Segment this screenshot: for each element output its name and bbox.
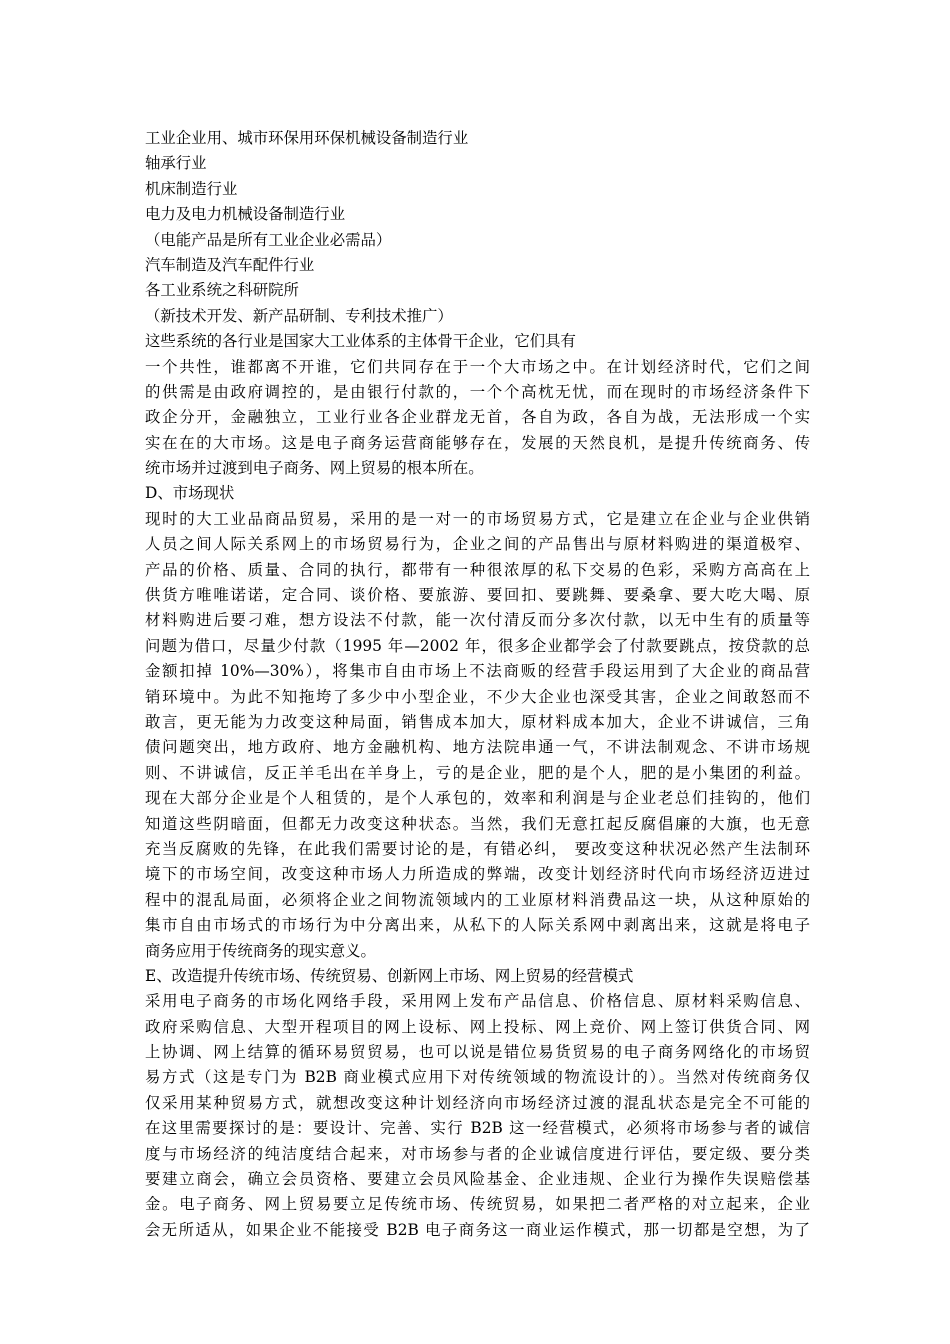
- text-line: 债问题突出，地方政府、地方金融机构、地方法院串通一气，不讲法制观念、不讲市场规: [145, 738, 810, 757]
- text-line: 轴承行业: [145, 154, 207, 173]
- text-line: 易方式（这是专门为 B2B 商业模式应用下对传统领域的物流设计的）。当然对传统商务仅: [145, 1068, 810, 1087]
- text-line: 上协调、网上结算的循环易贸贸易，也可以说是错位易货贸易的电子商务网络化的市场贸: [145, 1043, 810, 1062]
- text-line: 工业企业用、城市环保用环保机械设备制造行业: [145, 129, 469, 147]
- text-line: 供货方唯唯诺诺，定合同、谈价格、要旅游、要回扣、要跳舞、要桑拿、要大吃大喝、原: [145, 586, 810, 605]
- text-line: 敢言，更无能为力改变这种局面，销售成本加大，原材料成本加大，企业不讲诚信，三角: [145, 712, 810, 731]
- text-line: 这些系统的各行业是国家大工业体系的主体骨干企业，它们具有: [145, 332, 576, 351]
- text-line: 程中的混乱局面，必须将企业之间物流领域内的工业原材料消费品这一块，从这种原始的: [145, 890, 810, 909]
- text-line: 政府采购信息、大型开程项目的网上设标、网上投标、网上竞价、网上签订供货合同、网: [145, 1017, 810, 1036]
- text-line: 则、不讲诚信，反正羊毛出在羊身上，亏的是企业，肥的是个人，肥的是小集团的利益。: [145, 763, 810, 782]
- text-line: （电能产品是所有工业企业必需品）: [145, 230, 392, 249]
- text-line: 现时的大工业品商品贸易，采用的是一对一的市场贸易方式，它是建立在企业与企业供销: [145, 509, 810, 528]
- text-line: 电力及电力机械设备制造行业: [145, 205, 346, 224]
- text-line: 问题为借口，尽量少付款（1995 年—2002 年，很多企业都学会了付款要跳点，按贷款的总: [145, 636, 810, 655]
- text-line: 机床制造行业: [145, 179, 238, 198]
- text-line: 采用电子商务的市场化网络手段，采用网上发布产品信息、价格信息、原材料采购信息、: [145, 992, 810, 1011]
- text-line: 在这里需要探讨的是：要设计、完善、实行 B2B 这一经营模式，必须将市场参与者的诚信: [145, 1119, 810, 1138]
- text-line: （新技术开发、新产品研制、专利技术推广）: [145, 306, 453, 325]
- text-line: 统市场并过渡到电子商务、网上贸易的根本所在。: [145, 459, 484, 478]
- text-line: 现在大部分企业是个人租赁的，是个人承包的，效率和利润是与企业老总们挂钩的，他们: [145, 789, 810, 808]
- text-line: 境下的市场空间，改变这种市场人力所造成的弊端，改变计划经济时代向市场经济迈进过: [145, 865, 810, 884]
- text-line: 实在在的大市场。这是电子商务运营商能够存在，发展的天然良机，是提升传统商务、传: [145, 433, 810, 452]
- text-line: 要建立商会，确立会员资格、要建立会员风险基金、企业违规、企业行为操作失误赔偿基: [145, 1170, 810, 1189]
- text-line: 度与市场经济的纯洁度结合起来，对市场参与者的企业诚信度进行评估，要定级、要分类: [145, 1144, 810, 1163]
- document-page: [145, 126, 810, 1243]
- text-line: 销环境中。为此不知拖垮了多少中小型企业，不少大企业也深受其害，企业之间敢怒而不: [145, 687, 810, 706]
- text-line: 各工业系统之科研院所: [145, 281, 299, 300]
- text-line: 一个共性，谁都离不开谁，它们共同存在于一个大市场之中。在计划经济时代，它们之间: [145, 357, 810, 376]
- text-line: 的供需是由政府调控的，是由银行付款的，一个个高枕无忧，而在现时的市场经济条件下: [145, 382, 810, 401]
- text-line: E、改造提升传统市场、传统贸易、创新网上市场、网上贸易的经营模式: [145, 966, 634, 985]
- text-line: 金额扣掉 10%—30%），将集市自由市场上不法商贩的经营手段运用到了大企业的商品营: [145, 662, 810, 681]
- text-line: 人员之间人际关系网上的市场贸易行为，企业之间的产品售出与原材料购进的渠道极窄、: [145, 535, 810, 554]
- text-line: 充当反腐败的先锋，在此我们需要讨论的是，有错必纠， 要改变这种状况必然产生法制环: [145, 839, 810, 858]
- text-line: 集市自由市场式的市场行为中分离出来，从私下的人际关系网中剥离出来，这就是将电子: [145, 916, 810, 935]
- text-line: D、市场现状: [145, 484, 235, 503]
- text-line: 金。电子商务、网上贸易要立足传统市场、传统贸易，如果把二者严格的对立起来，企业: [145, 1195, 810, 1214]
- text-line: 产品的价格、质量、合同的执行，都带有一种很浓厚的私下交易的色彩，采购方高高在上: [145, 560, 810, 579]
- text-line: 材料购进后要刁难，想方设法不付款，能一次付清反而分多次付款，以无中生有的质量等: [145, 611, 810, 630]
- text-line: 知道这些阴暗面，但都无力改变这种状态。当然，我们无意扛起反腐倡廉的大旗，也无意: [145, 814, 810, 833]
- text-line: 政企分开，金融独立，工业行业各企业群龙无首，各自为政，各自为战，无法形成一个实: [145, 408, 810, 427]
- text-line: 商务应用于传统商务的现实意义。: [145, 941, 376, 960]
- text-line: 仅采用某种贸易方式，就想改变这种计划经济向市场经济过渡的混乱状态是完全不可能的: [145, 1093, 810, 1112]
- text-line: 会无所适从，如果企业不能接受 B2B 电子商务这一商业运作模式，那一切都是空想，为了: [145, 1220, 810, 1239]
- text-line: 汽车制造及汽车配件行业: [145, 255, 315, 274]
